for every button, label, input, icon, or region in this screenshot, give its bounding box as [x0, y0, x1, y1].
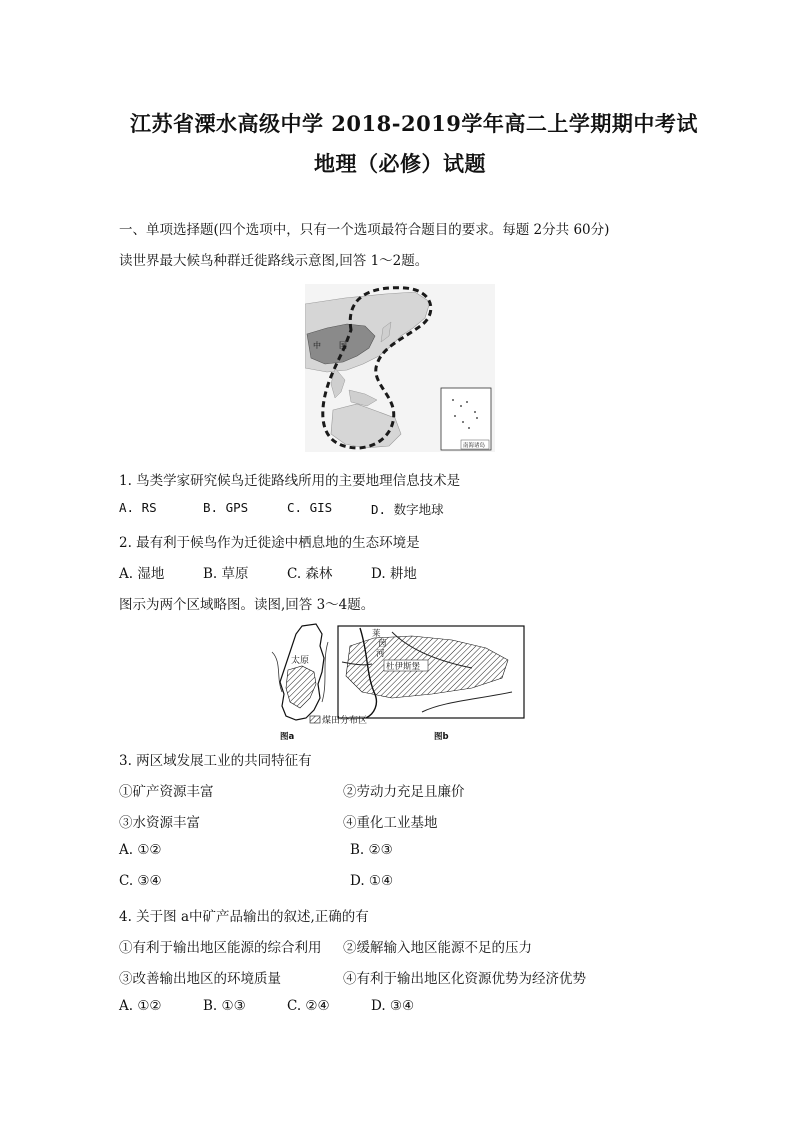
caption-figure-a: 图a — [280, 732, 295, 742]
map-b-ruhr — [338, 626, 524, 718]
south-china-sea-inset-label: 南海诸岛 — [463, 443, 486, 449]
q2-stem: 2. 最有利于候鸟作为迁徙途中栖息地的生态环境是 — [119, 535, 420, 551]
section-heading: 一、单项选择题(四个选项中，只有一个选项最符合题目的要求。每题 2分共 60分) — [119, 222, 610, 238]
rhine-label-2: 茵 — [378, 639, 387, 649]
duisburg-label: 杜伊斯堡 — [386, 662, 421, 672]
q4-statement-2: ②缓解输入地区能源不足的压力 — [343, 940, 532, 956]
rhine-label-1: 莱 — [372, 629, 381, 639]
q3-statement-1: ①矿产资源丰富 — [119, 784, 214, 800]
q1-option-c: C. GIS — [287, 500, 333, 515]
map-a-shanxi — [272, 624, 328, 720]
q4-option-b: B. ①③ — [203, 998, 246, 1014]
q1-stem: 1. 鸟类学家研究候鸟迁徙路线所用的主要地理信息技术是 — [119, 473, 461, 489]
q1-option-d: D. 数字地球 — [371, 502, 444, 517]
q2-option-c: C. 森林 — [287, 566, 333, 582]
taiyuan-label: 太原 — [291, 656, 310, 666]
q3-statement-3: ③水资源丰富 — [119, 815, 200, 831]
q2-option-b: B. 草原 — [203, 566, 249, 582]
q2-option-d: D. 耕地 — [371, 566, 417, 582]
caption-figure-b: 图b — [434, 732, 449, 742]
q1-option-a: A. RS — [119, 500, 157, 515]
q3-option-a: A. ①② — [119, 842, 162, 858]
q4-option-d: D. ③④ — [371, 998, 415, 1014]
q3-statement-2: ②劳动力充足且廉价 — [343, 784, 465, 800]
q3-option-c: C. ③④ — [119, 873, 162, 889]
q3-stem: 3. 两区域发展工业的共同特征有 — [119, 753, 312, 769]
doc-title-line2: 地理（必修）试题 — [314, 151, 486, 176]
rhine-label-3: 河 — [376, 649, 385, 659]
doc-title-line1: 江苏省溧水高级中学 2018-2019学年高二上学期期中考试 — [130, 111, 698, 136]
regional-maps-figure — [262, 622, 528, 742]
q4-statement-3: ③改善输出地区的环境质量 — [119, 971, 281, 987]
q3-option-d: D. ①④ — [350, 873, 394, 889]
q1-option-b: B. GPS — [203, 500, 249, 515]
china-label-1: 中 — [313, 341, 321, 350]
q3-statement-4: ④重化工业基地 — [343, 815, 438, 831]
q4-statement-4: ④有利于输出地区化资源优势为经济优势 — [343, 971, 586, 987]
intro-q3-4: 图示为两个区域略图。读图,回答 3～4题。 — [119, 597, 375, 613]
q2-option-a: A. 湿地 — [119, 566, 165, 582]
coal-field-legend: 煤田分布区 — [322, 716, 368, 726]
q4-option-c: C. ②④ — [287, 998, 330, 1014]
china-label-2: 国 — [339, 341, 347, 350]
q4-statement-1: ①有利于输出地区能源的综合利用 — [119, 940, 322, 956]
migration-route-map — [305, 284, 495, 452]
q4-option-a: A. ①② — [119, 998, 162, 1014]
q4-stem: 4. 关于图 a中矿产品输出的叙述,正确的有 — [119, 909, 369, 925]
intro-q1-2: 读世界最大候鸟种群迁徙路线示意图,回答 1～2题。 — [119, 253, 429, 269]
q3-option-b: B. ②③ — [350, 842, 393, 858]
